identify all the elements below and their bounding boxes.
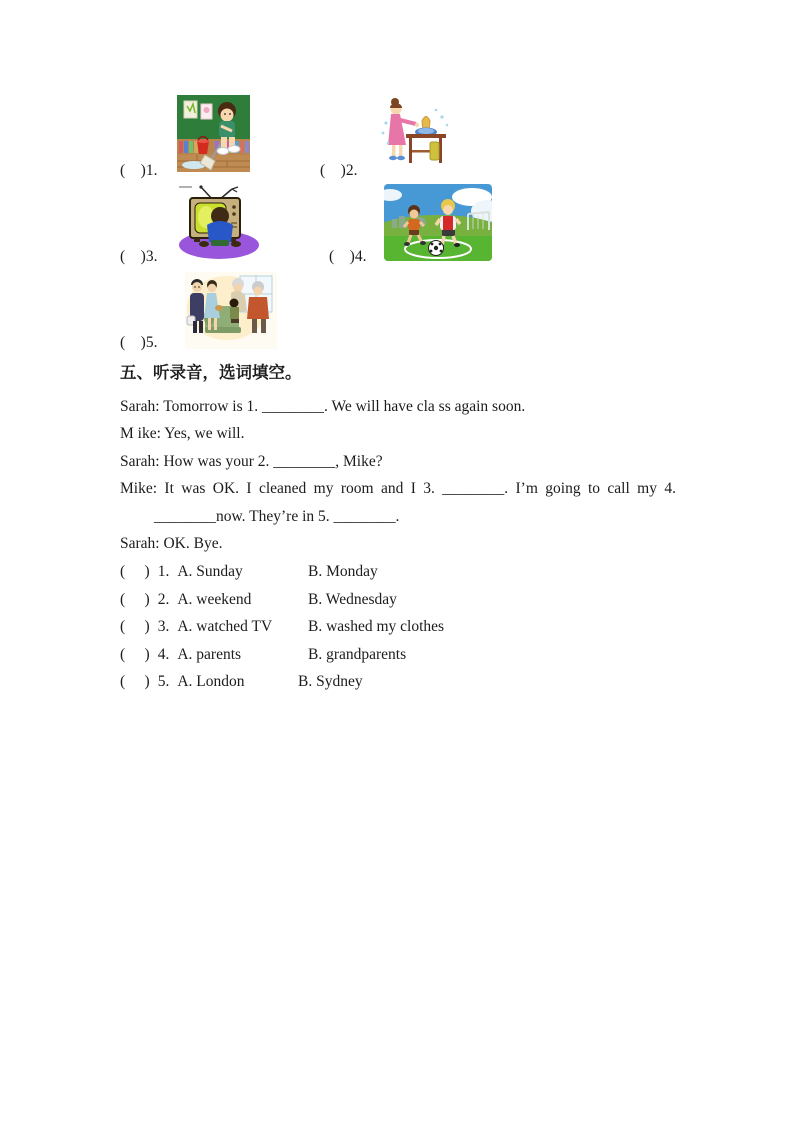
dialogue-line-mike-1: M ike: Yes, we will. — [120, 425, 245, 442]
option-number: 4. — [157, 646, 170, 663]
option-a: A. watched TV — [177, 618, 273, 635]
dialogue-line-mike-2: Mike: It was OK. I cleaned my room and I 3. ________. I’m going to call my 4. — [120, 480, 676, 497]
illustration-visiting-grandparents-icon — [185, 272, 277, 349]
dialogue-line-sarah-2: Sarah: How was your 2. ________, Mike? — [120, 453, 383, 470]
option-b: B. Sydney — [298, 673, 363, 690]
option-a: A. London — [177, 673, 245, 690]
option-a: A. weekend — [177, 591, 252, 608]
option-number: 2. — [157, 591, 170, 608]
option-row-2 — [120, 590, 540, 609]
matching-label-4: ( )4. — [329, 248, 367, 265]
option-b: B. Monday — [308, 563, 378, 580]
illustration-watching-tv-icon — [175, 183, 263, 262]
illustration-washing-clothes-icon — [378, 97, 450, 169]
answer-paren: ( ) — [120, 618, 150, 635]
section-5-heading: 五、听录音，选词填空。 — [120, 363, 302, 382]
option-a: A. Sunday — [177, 563, 243, 580]
dialogue-line-mike-2-cont: ________now. They’re in 5. ________. — [154, 508, 400, 525]
option-row-4 — [120, 645, 540, 664]
option-row-5 — [120, 672, 540, 691]
answer-paren: ( ) — [120, 646, 150, 663]
option-row-3 — [120, 617, 540, 636]
option-row-1 — [120, 562, 540, 581]
answer-paren: ( ) — [120, 591, 150, 608]
option-b: B. grandparents — [308, 646, 407, 663]
matching-label-3: ( )3. — [120, 248, 158, 265]
option-a: A. parents — [177, 646, 242, 663]
illustration-playing-football-icon — [384, 184, 492, 261]
option-number: 3. — [157, 618, 170, 635]
answer-paren: ( ) — [120, 563, 150, 580]
option-number: 5. — [157, 673, 170, 690]
dialogue-line-sarah-1: Sarah: Tomorrow is 1. ________. We will have cla ss again soon. — [120, 398, 526, 415]
option-b: B. Wednesday — [308, 591, 397, 608]
option-number: 1. — [157, 563, 170, 580]
answer-paren: ( ) — [120, 673, 150, 690]
matching-label-5: ( )5. — [120, 334, 158, 351]
matching-label-2: ( )2. — [320, 162, 358, 179]
dialogue-line-sarah-3: Sarah: OK. Bye. — [120, 535, 223, 552]
matching-label-1: ( )1. — [120, 162, 158, 179]
illustration-sweeping-floor-icon — [177, 95, 250, 172]
option-b: B. washed my clothes — [308, 618, 445, 635]
